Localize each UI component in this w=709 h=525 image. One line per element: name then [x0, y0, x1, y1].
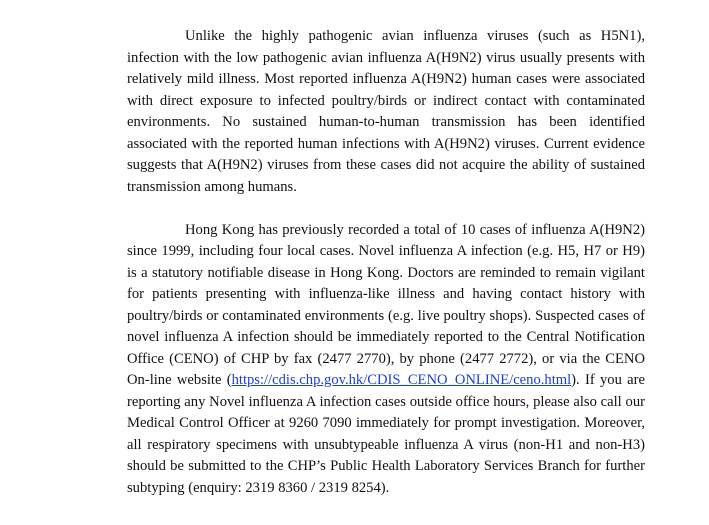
- ceno-online-link[interactable]: https://cdis.chp.gov.hk/CDIS_CENO_ONLINE/ceno.html: [231, 372, 572, 388]
- paragraph-text-after-link: ). If you are reporting any Novel influenza A infection cases outside office hours, please also call our Medical Control Officer at 9260 7090 immediately for prompt investigation. Moreover, all respiratory specimens with unsubtypeable influenza A virus (non-H1 and non-H3) should be submitted to the CHP’s Public Health Laboratory Services Branch for further subtyping (enquiry: 2319 8360 / 2319 8254).: [127, 372, 645, 496]
- document-body: [127, 26, 645, 499]
- paragraph-hong-kong-reporting: [127, 220, 645, 500]
- paragraph-text-before-link: Hong Kong has previously recorded a total of 10 cases of influenza A(H9N2) since 1999, including four local cases. Novel influenza A infection (e.g. H5, H7 or H9) is a statutory notifiable disease in Hong Kong. Doctors are reminded to remain vigilant for patients presenting with influenza-like illness and having contact history with poultry/birds or contaminated environments (e.g. live poultry shops). Suspected cases of novel influenza A infection should be immediately reported to the Central Notification Office (CENO) of CHP by fax (2477 2770), by phone (2477 2772), or via the CENO On-line website (: [127, 221, 645, 388]
- paragraph-h9n2-clinical: Unlike the highly pathogenic avian influenza viruses (such as H5N1), infection with the low pathogenic avian influenza A(H9N2) virus usually presents with relatively mild illness. Most reported influenza A(H9N2) human cases were associated with direct exposure to infected poultry/birds or indirect contact with contaminated environments. No sustained human-to-human transmission has been identified associated with the reported human infections with A(H9N2) viruses. Current evidence suggests that A(H9N2) viruses from these cases did not acquire the ability of sustained transmission among humans.: [127, 28, 645, 195]
